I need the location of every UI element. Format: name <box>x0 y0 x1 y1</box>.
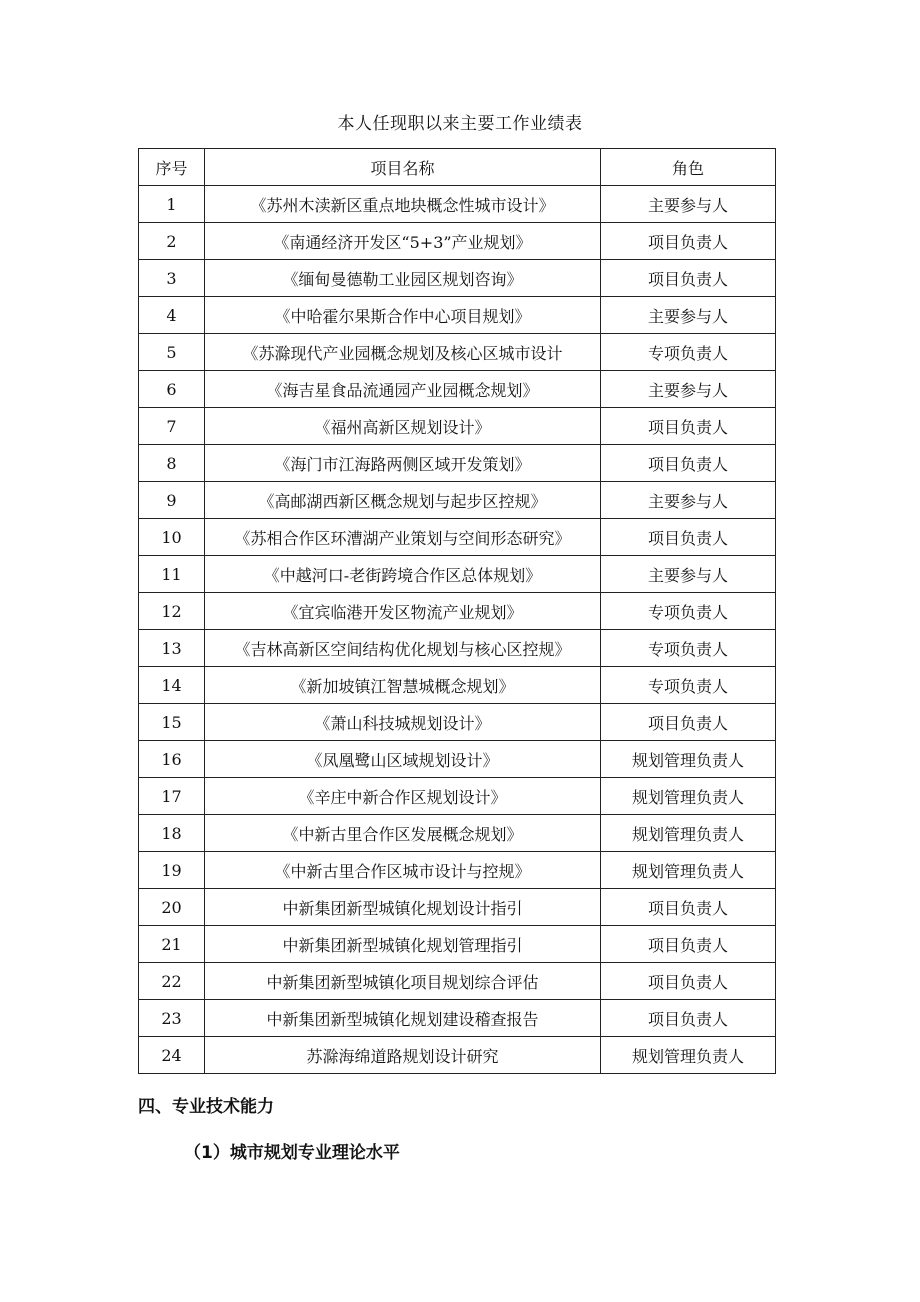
cell-role: 规划管理负责人 <box>601 815 776 852</box>
table-row <box>139 408 776 445</box>
cell-role: 项目负责人 <box>601 408 776 445</box>
table-title: 本人任现职以来主要工作业绩表 <box>337 114 583 134</box>
cell-role: 主要参与人 <box>601 297 776 334</box>
header-role: 角色 <box>601 149 776 186</box>
header-project-name: 项目名称 <box>205 149 601 186</box>
cell-project-name: 《中哈霍尔果斯合作中心项目规划》 <box>205 297 601 334</box>
cell-no: 19 <box>139 852 205 889</box>
cell-role: 规划管理负责人 <box>601 778 776 815</box>
table-row <box>139 371 776 408</box>
cell-no: 6 <box>139 371 205 408</box>
cell-no: 21 <box>139 926 205 963</box>
cell-role: 主要参与人 <box>601 556 776 593</box>
table-row <box>139 741 776 778</box>
table-row <box>139 926 776 963</box>
cell-project-name: 《新加坡镇江智慧城概念规划》 <box>205 667 601 704</box>
cell-no: 8 <box>139 445 205 482</box>
cell-role: 规划管理负责人 <box>601 741 776 778</box>
cell-project-name: 《凤凰鹭山区域规划设计》 <box>205 741 601 778</box>
table-row <box>139 334 776 371</box>
cell-project-name: 中新集团新型城镇化规划管理指引 <box>205 926 601 963</box>
table-row <box>139 556 776 593</box>
cell-no: 24 <box>139 1037 205 1074</box>
cell-project-name: 《高邮湖西新区概念规划与起步区控规》 <box>205 482 601 519</box>
cell-no: 5 <box>139 334 205 371</box>
cell-project-name: 《辛庄中新合作区规划设计》 <box>205 778 601 815</box>
cell-no: 3 <box>139 260 205 297</box>
table-row <box>139 1037 776 1074</box>
cell-role: 专项负责人 <box>601 630 776 667</box>
cell-role: 项目负责人 <box>601 260 776 297</box>
cell-project-name: 《吉林高新区空间结构优化规划与核心区控规》 <box>205 630 601 667</box>
table-row <box>139 704 776 741</box>
cell-project-name: 《宜宾临港开发区物流产业规划》 <box>205 593 601 630</box>
cell-no: 22 <box>139 963 205 1000</box>
cell-no: 14 <box>139 667 205 704</box>
cell-project-name: 《中新古里合作区发展概念规划》 <box>205 815 601 852</box>
table-row <box>139 778 776 815</box>
cell-no: 17 <box>139 778 205 815</box>
table-row <box>139 593 776 630</box>
table-row <box>139 630 776 667</box>
cell-project-name: 《海吉星食品流通园产业园概念规划》 <box>205 371 601 408</box>
cell-role: 专项负责人 <box>601 334 776 371</box>
cell-project-name: 《中越河口-老街跨境合作区总体规划》 <box>205 556 601 593</box>
cell-role: 专项负责人 <box>601 593 776 630</box>
header-no: 序号 <box>139 149 205 186</box>
table-row <box>139 519 776 556</box>
table-row <box>139 482 776 519</box>
cell-role: 主要参与人 <box>601 482 776 519</box>
cell-project-name: 《福州高新区规划设计》 <box>205 408 601 445</box>
cell-role: 项目负责人 <box>601 223 776 260</box>
cell-project-name: 《萧山科技城规划设计》 <box>205 704 601 741</box>
cell-role: 项目负责人 <box>601 445 776 482</box>
table-row <box>139 852 776 889</box>
table-row <box>139 260 776 297</box>
table-row <box>139 1000 776 1037</box>
cell-role: 专项负责人 <box>601 667 776 704</box>
cell-no: 23 <box>139 1000 205 1037</box>
cell-project-name: 《南通经济开发区“5+3”产业规划》 <box>205 223 601 260</box>
cell-project-name: 《苏州木渎新区重点地块概念性城市设计》 <box>205 186 601 223</box>
cell-no: 20 <box>139 889 205 926</box>
cell-role: 项目负责人 <box>601 926 776 963</box>
section-heading: 四、专业技术能力 <box>138 1097 274 1117</box>
cell-no: 15 <box>139 704 205 741</box>
cell-no: 2 <box>139 223 205 260</box>
cell-no: 18 <box>139 815 205 852</box>
cell-no: 13 <box>139 630 205 667</box>
cell-project-name: 中新集团新型城镇化规划设计指引 <box>205 889 601 926</box>
cell-no: 12 <box>139 593 205 630</box>
cell-role: 主要参与人 <box>601 186 776 223</box>
cell-no: 10 <box>139 519 205 556</box>
table-row <box>139 186 776 223</box>
table-row <box>139 889 776 926</box>
cell-role: 项目负责人 <box>601 889 776 926</box>
table-row <box>139 963 776 1000</box>
table-body <box>139 186 776 1074</box>
cell-project-name: 中新集团新型城镇化规划建设稽查报告 <box>205 1000 601 1037</box>
table-row <box>139 815 776 852</box>
cell-no: 7 <box>139 408 205 445</box>
cell-role: 规划管理负责人 <box>601 1037 776 1074</box>
cell-project-name: 苏滁海绵道路规划设计研究 <box>205 1037 601 1074</box>
cell-role: 项目负责人 <box>601 1000 776 1037</box>
cell-no: 16 <box>139 741 205 778</box>
cell-no: 11 <box>139 556 205 593</box>
table-row <box>139 223 776 260</box>
cell-role: 主要参与人 <box>601 371 776 408</box>
section-subheading: （1）城市规划专业理论水平 <box>184 1143 400 1163</box>
table-row <box>139 297 776 334</box>
cell-role: 项目负责人 <box>601 963 776 1000</box>
cell-no: 9 <box>139 482 205 519</box>
cell-no: 4 <box>139 297 205 334</box>
cell-role: 项目负责人 <box>601 519 776 556</box>
cell-project-name: 中新集团新型城镇化项目规划综合评估 <box>205 963 601 1000</box>
performance-table <box>138 148 776 1074</box>
cell-project-name: 《苏滁现代产业园概念规划及核心区城市设计 <box>205 334 601 371</box>
cell-project-name: 《中新古里合作区城市设计与控规》 <box>205 852 601 889</box>
cell-role: 规划管理负责人 <box>601 852 776 889</box>
table-row <box>139 445 776 482</box>
cell-role: 项目负责人 <box>601 704 776 741</box>
cell-project-name: 《海门市江海路两侧区域开发策划》 <box>205 445 601 482</box>
table-row <box>139 667 776 704</box>
cell-no: 1 <box>139 186 205 223</box>
table-header-row <box>139 149 776 186</box>
cell-project-name: 《苏相合作区环漕湖产业策划与空间形态研究》 <box>205 519 601 556</box>
cell-project-name: 《缅甸曼德勒工业园区规划咨询》 <box>205 260 601 297</box>
